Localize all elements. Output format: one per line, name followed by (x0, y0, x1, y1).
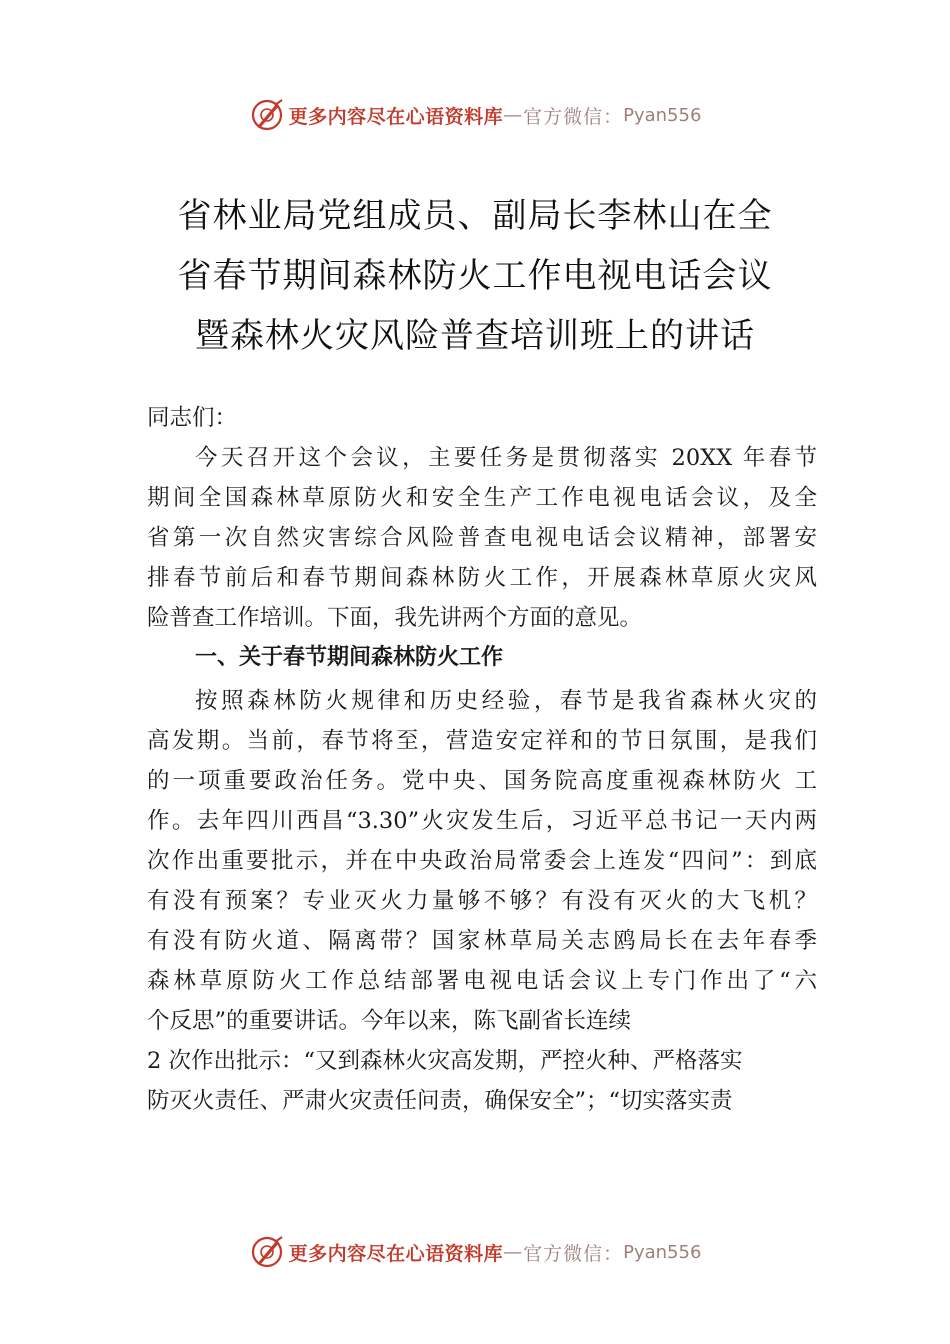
paragraph-line: 2 次作出批示：“又到森林火灾高发期，严控火种、严格落实 (147, 1048, 743, 1074)
paragraph-line: 防灭火责任、严肃火灾责任问责，确保安全”；“切实落实责 (147, 1088, 733, 1114)
paragraph-line: 森林草原防火工作总结部署电视电话会议上专门作出了“六 (147, 968, 817, 994)
watermark-dash: — (503, 104, 524, 126)
paragraph-line: 今天召开这个会议，主要任务是贯彻落实 20XX 年春节 (195, 445, 817, 471)
watermark-wechat-id: Pyan556 (623, 104, 702, 126)
watermark-site-name: 更多内容尽在心语资料库 (288, 1242, 504, 1265)
paragraph-line: 的一项重要政治任务。党中央、国务院高度重视森林防火 工 (147, 768, 817, 794)
watermark-site-name: 更多内容尽在心语资料库 (288, 105, 504, 128)
paragraph-line: 险普查工作培训。下面，我先讲两个方面的意见。 (147, 605, 643, 631)
section-heading: 一、关于春节期间森林防火工作 (195, 645, 504, 670)
paragraph-line: 按照森林防火规律和历史经验，春节是我省森林火灾的 (195, 688, 817, 714)
document-title (100, 186, 850, 366)
document-body (147, 398, 817, 1121)
paragraph-line: 次作出重要批示，并在中央政治局常委会上连发“四问”：到底 (147, 848, 817, 874)
watermark-wechat-label: 官方微信： (523, 105, 624, 128)
paragraph-line: 排春节前后和春节期间森林防火工作，开展森林草原火灾风 (147, 565, 817, 591)
paragraph-line: 期间全国森林草原防火和安全生产工作电视电话会议，及全 (147, 485, 817, 511)
title-line: 暨森林火灾风险普查培训班上的讲话 (195, 316, 755, 356)
title-line: 省春节期间森林防火工作电视电话会议 (177, 256, 773, 296)
quill-logo-icon (249, 97, 285, 133)
title-line: 省林业局党组成员、副局长李林山在全 (177, 196, 773, 236)
watermark-footer (0, 1232, 950, 1272)
quill-logo-icon (249, 1234, 285, 1270)
watermark-wechat-label: 官方微信： (523, 1242, 624, 1265)
watermark-dash: — (503, 1241, 524, 1263)
watermark-header (0, 95, 950, 135)
paragraph-line: 有没有防火道、隔离带？国家林草局关志鸥局长在去年春季 (147, 928, 817, 954)
paragraph-line: 省第一次自然灾害综合风险普查电视电话会议精神，部署安 (147, 525, 817, 551)
paragraph-line: 个反思”的重要讲话。今年以来，陈飞副省长连续 (147, 1008, 632, 1034)
paragraph-line: 有没有预案？专业灭火力量够不够？有没有灭火的大飞机？ (147, 888, 817, 914)
paragraph-line: 高发期。当前，春节将至，营造安定祥和的节日氛围，是我们 (147, 728, 817, 754)
watermark-wechat-id: Pyan556 (623, 1241, 702, 1263)
paragraph-line: 作。去年四川西昌“3.30”火灾发生后，习近平总书记一天内两 (147, 808, 817, 834)
salutation: 同志们： (147, 405, 238, 431)
